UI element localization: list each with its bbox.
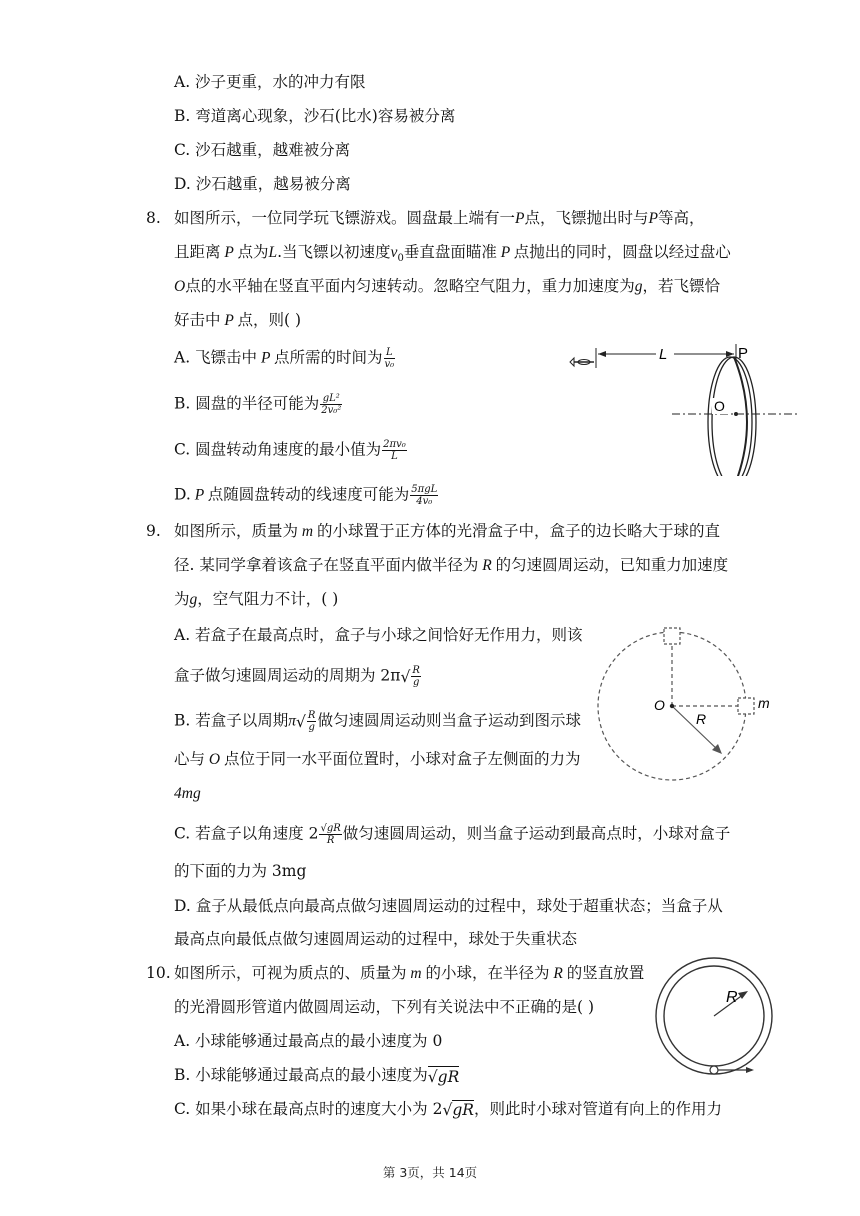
q9-option-b-line1: B. 若盒子以周期π√ $\frac{R}{g}$ 做匀速圆周运动则当盒子运动到图示球 [174, 710, 581, 733]
box-top-icon [664, 628, 680, 644]
q9-option-d-line1: D. 盒子从最低点向最高点做匀速圆周运动的过程中，球处于超重状态；当盒子从 [174, 897, 723, 915]
q8-option-a: A. 飞镖击中 P 点所需的时间为 $\frac{L}{\text{v₀}}$ [174, 347, 395, 370]
q8-option-d: D. P 点随圆盘转动的线速度可能为 $\frac{\text{5πgL}}{\text{4v₀}}$ [174, 484, 438, 507]
ball-icon [710, 1066, 718, 1074]
q9-stem-line3: 为g，空气阻力不计，( ) [174, 590, 339, 608]
q10-number: 10. [146, 964, 171, 982]
q10-tube-figure [652, 956, 782, 1078]
q8-stem-line3: O点的水平轴在竖直平面内匀速转动。忽略空气阻力，重力加速度为g，若飞镖恰 [174, 277, 720, 295]
q8-option-c: C. 圆盘转动角速度的最小值为 $\frac{\text{2πv₀}}{L}$ [174, 439, 406, 462]
q7-option-b: B. 弯道离心现象，沙石(比水)容易被分离 [174, 107, 456, 125]
q10-option-c: C. 如果小球在最高点时的速度大小为 2√gR，则此时小球对管道有向上的作用力 [174, 1100, 722, 1119]
fig-label-R: R [726, 989, 738, 1006]
q8-stem-line4: 好击中 P 点，则( ) [174, 311, 301, 329]
q10-stem-line2: 的光滑圆形管道内做圆周运动，下列有关说法中不正确的是( ) [174, 998, 595, 1016]
fig-label-m: m [758, 695, 770, 711]
q8-option-b: B. 圆盘的半径可能为 $\frac{\text{gL²}}{\text{2v₀²}}$ [174, 393, 342, 416]
fig-label-O: O [654, 697, 665, 713]
q8-frac-b: $\frac{\text{gL²}}{\text{2v₀²}}$ [321, 393, 342, 416]
fig-label-O: O [714, 398, 725, 414]
q8-frac-a: $\frac{L}{\text{v₀}}$ [384, 347, 395, 370]
q10-option-a: A. 小球能够通过最高点的最小速度为 0 [174, 1032, 443, 1050]
q9-option-a-line2: 盒子做匀速圆周运动的周期为 2π√ $\frac{R}{g}$ [174, 665, 420, 688]
q10-option-b: B. 小球能够通过最高点的最小速度为√gR [174, 1066, 460, 1086]
q7-option-a: A. 沙子更重，水的冲力有限 [174, 73, 366, 91]
q9-option-a-line1: A. 若盒子在最高点时，盒子与小球之间恰好无作用力，则该 [174, 626, 583, 644]
q9-number: 9. [146, 522, 161, 540]
fig-label-R: R [696, 711, 707, 727]
disc-shape [708, 357, 756, 476]
q9-circle-figure [592, 624, 782, 784]
q8-dart-disc-figure [564, 336, 804, 476]
page-footer: 第 3页，共 14页 [382, 1165, 478, 1180]
q7-option-c: C. 沙石越重，越难被分离 [174, 141, 351, 159]
q9-option-d-line2: 最高点向最低点做匀速圆周运动的过程中，球处于失重状态 [174, 930, 578, 948]
fig-label-L: L [659, 346, 668, 363]
q7-option-d: D. 沙石越重，越易被分离 [174, 175, 351, 193]
fig-label-P: P [738, 345, 749, 362]
q8-frac-c: $\frac{\text{2πv₀}}{L}$ [383, 439, 406, 462]
q8-stem-line1: 如图所示，一位同学玩飞镖游戏。圆盘最上端有一P点，飞镖抛出时与P等高， [174, 209, 705, 227]
q9-option-b-line2: 心与 O 点位于同一水平面位置时，小球对盒子左侧面的力为 [174, 750, 581, 768]
q9-option-b-line3: 4mg [174, 785, 201, 802]
q9-stem-line2: 径. 某同学拿着该盒子在竖直平面内做半径为 R 的匀速圆周运动，已知重力加速度 [174, 556, 729, 574]
box-side-icon [738, 698, 754, 714]
q8-stem-line2: 且距离 P 点为L.当飞镖以初速度$v_0$垂直盘面瞄准 P 点抛出的同时，圆盘以经过盘心 [174, 243, 731, 265]
q10-stem-line1: 如图所示，可视为质点的、质量为 m 的小球，在半径为 R 的竖直放置 [174, 964, 645, 982]
q8-frac-d: $\frac{\text{5πgL}}{\text{4v₀}}$ [411, 484, 438, 507]
dart-icon [570, 358, 594, 366]
q9-option-c-line1: C. 若盒子以角速度 2 $\frac{√gR}{R}$ 做匀速圆周运动，则当盒子运动到最高点时，小球对盒子 [174, 823, 731, 846]
sqrt-radical-icon: √ [400, 667, 411, 686]
q9-option-c-line2: 的下面的力为 3mg [174, 862, 307, 880]
q8-number: 8. [146, 209, 161, 227]
q9-stem-line1: 如图所示，质量为 m 的小球置于正方体的光滑盒子中，盒子的边长略大于球的直 [174, 522, 720, 540]
